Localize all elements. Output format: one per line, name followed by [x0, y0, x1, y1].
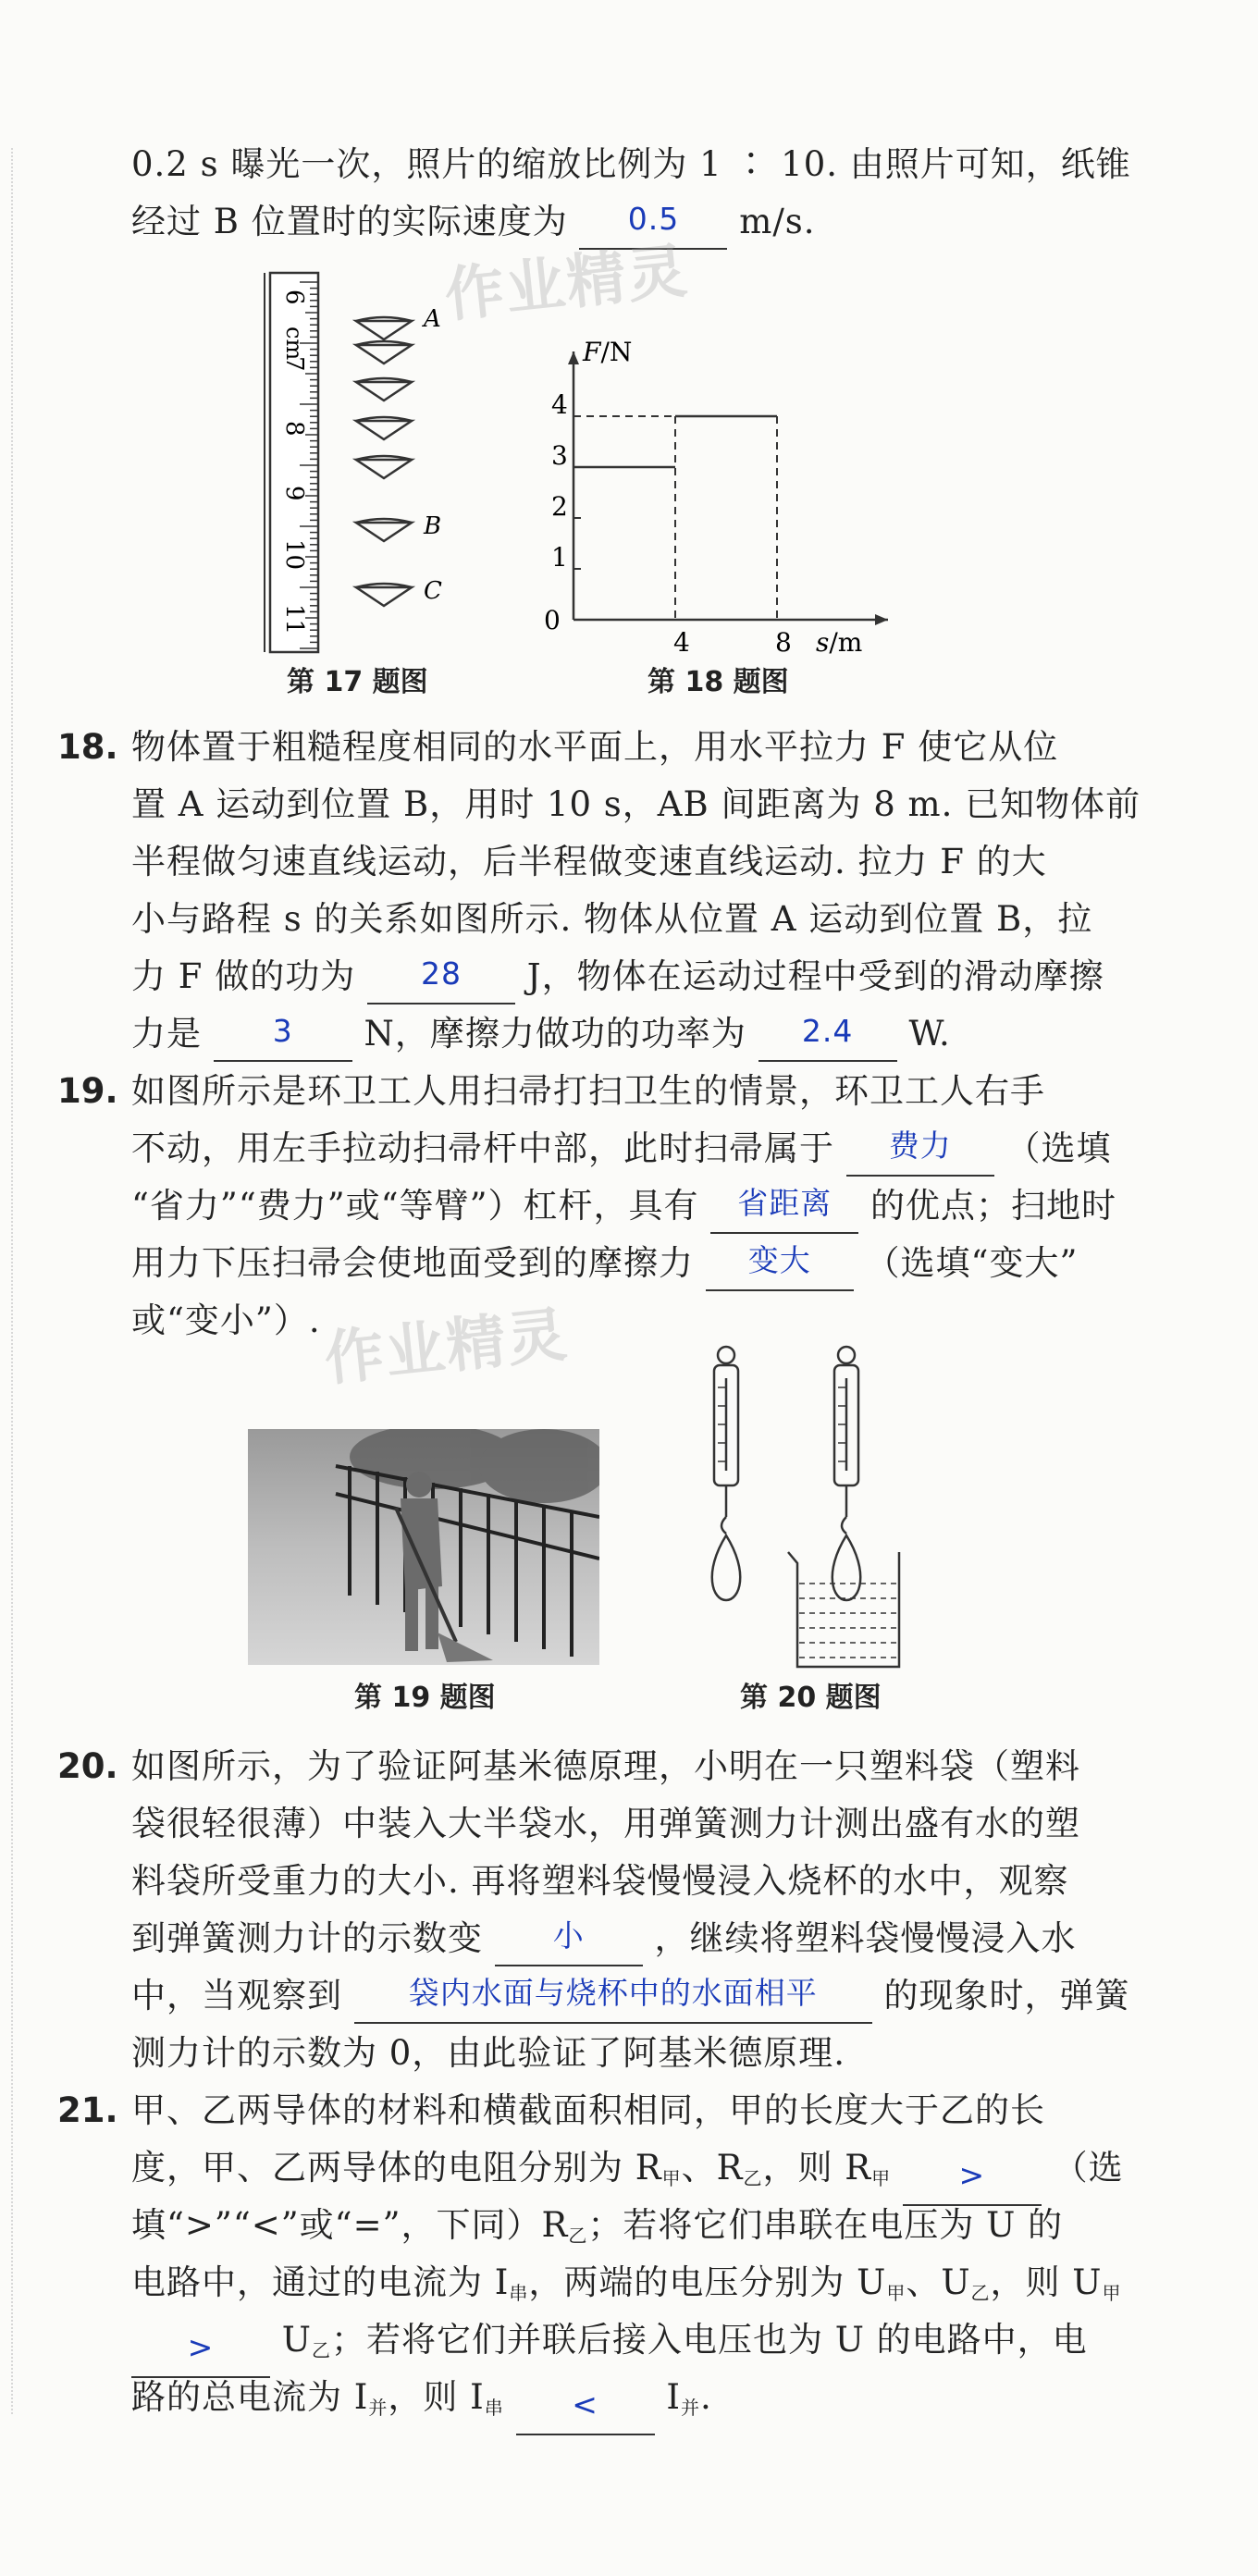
y-axis-arrow — [568, 351, 579, 364]
sub-yi-4: 乙 — [311, 2339, 331, 2361]
q21-text-4b: ，两端的电压分别为 U — [528, 2262, 887, 2302]
q21-line-1: 甲、乙两导体的材料和横截面积相同，甲的长度大于乙的长 — [131, 2090, 1045, 2130]
q19-answer-2: 省距离 — [737, 1185, 832, 1221]
q18-answer-3: 2.4 — [801, 1013, 854, 1049]
q21-line-5 — [131, 2312, 1088, 2378]
fig20-diagram — [684, 1341, 944, 1674]
q21-text-5a: U — [281, 2320, 312, 2360]
q21-text-6c: I — [666, 2377, 681, 2417]
q18-answer-2: 3 — [272, 1013, 293, 1049]
label-b: B — [424, 512, 442, 540]
q21-text-3a: 填“>”“<”或“=”，下同）R — [131, 2205, 569, 2245]
q20-text-5b: 的现象时，弹簧 — [883, 1976, 1130, 2015]
y-tick-2: 2 — [551, 491, 568, 522]
q18-text-5a: 力 F 做的功为 — [131, 956, 356, 996]
q21-text-3b: ；若将它们串联在电压为 U 的 — [587, 2205, 1064, 2245]
ruler-tick-6: 6 — [280, 290, 308, 305]
q21-answer-2: > — [187, 2329, 215, 2365]
sub-chuan: 串 — [509, 2282, 529, 2304]
q17-text: 经过 B 位置时的实际速度为 — [131, 202, 568, 241]
scale-right — [788, 1347, 899, 1667]
cone-4 — [356, 417, 412, 439]
q19-text-4a: 用力下压扫帚会使地面受到的摩擦力 — [131, 1243, 694, 1283]
q21-line-4 — [131, 2255, 1121, 2321]
sub-chuan-2: 串 — [484, 2397, 504, 2419]
q20-answer-1: 小 — [552, 1917, 585, 1954]
q21-text-2a: 度，甲、乙两导体的电阻分别为 R — [131, 2148, 662, 2188]
q21-text-6d: . — [699, 2377, 712, 2417]
q20-text-4b: ，继续将塑料袋慢慢浸入水 — [654, 1918, 1077, 1958]
fig20-caption: 第 20 题图 — [740, 1682, 882, 1714]
q21-blank-3 — [516, 2386, 655, 2435]
q20-blank-1 — [495, 1917, 643, 1966]
x-tick-4: 4 — [673, 627, 690, 657]
sub-yi-3: 乙 — [970, 2282, 991, 2304]
q21-line-2 — [131, 2140, 1124, 2206]
ruler-tick-7: 7 — [280, 356, 308, 372]
q20-answer-2: 袋内水面与烧杯中的水面相平 — [408, 1975, 818, 2011]
ruler-tick-8: 8 — [280, 421, 308, 437]
y-tick-3: 3 — [551, 440, 568, 471]
q18-line-6 — [131, 1006, 951, 1062]
sub-yi-2: 乙 — [568, 2225, 588, 2247]
q20-text-4a: 到弹簧测力计的示数变 — [131, 1918, 483, 1958]
cone-c — [356, 584, 412, 606]
paper-cones — [356, 317, 412, 606]
q19-text-2b: （选填 — [1005, 1128, 1112, 1168]
x-tick-8: 8 — [775, 627, 792, 657]
scale-marks — [718, 1387, 845, 1461]
sub-bing: 并 — [368, 2397, 388, 2419]
q21-text-4c: 、U — [906, 2262, 971, 2302]
label-c: C — [424, 577, 442, 605]
q21-line-6 — [131, 2370, 712, 2435]
cone-b — [356, 519, 412, 541]
x-axis-arrow — [875, 614, 888, 625]
q20-text-5a: 中，当观察到 — [131, 1976, 342, 2015]
q21-text-5b: ；若将它们并联后接入电压也为 U 的电路中，电 — [330, 2320, 1088, 2360]
fig19-caption: 第 19 题图 — [354, 1682, 496, 1714]
q19-blank-1 — [846, 1128, 994, 1177]
q18-line-4: 小与路程 s 的关系如图所示. 物体从位置 A 运动到位置 B，拉 — [131, 899, 1093, 939]
sub-jia-2: 甲 — [871, 2167, 892, 2189]
q17-unit: m/s. — [739, 202, 816, 241]
beaker — [788, 1552, 899, 1667]
dashed-guides — [574, 416, 777, 620]
q18-text-6c: W. — [908, 1014, 951, 1054]
sub-jia: 甲 — [661, 2167, 682, 2189]
q19-text-2a: 不动，用左手拉动扫帚杆中部，此时扫帚属于 — [131, 1128, 834, 1168]
q19-blank-2 — [710, 1185, 858, 1234]
q21-text-2b: ，则 R — [762, 2148, 872, 2188]
q18-number: 18. — [57, 727, 118, 767]
margin-dotted-line — [11, 148, 13, 2414]
ruler-tick-9: 9 — [280, 486, 308, 501]
sub-yi: 乙 — [743, 2167, 763, 2189]
cone-3 — [356, 378, 412, 401]
q17-answer: 0.5 — [627, 201, 680, 237]
q18-text-6a: 力是 — [131, 1014, 202, 1054]
q20-number: 20. — [57, 1746, 118, 1786]
q19-blank-3 — [706, 1242, 854, 1291]
water-bag-right — [832, 1535, 860, 1600]
q21-text-6a: 路的总电流为 I — [131, 2377, 369, 2417]
watermark-1: 作业精灵 — [441, 237, 692, 331]
cone-2 — [356, 341, 412, 364]
sub-jia-4: 甲 — [1102, 2282, 1122, 2304]
scale-left — [712, 1347, 740, 1600]
fig19-photo — [248, 1429, 599, 1665]
q21-text-4a: 电路中，通过的电流为 I — [131, 2262, 510, 2302]
cone-5 — [356, 456, 412, 478]
q19-answer-1: 费力 — [888, 1128, 952, 1164]
ruler-unit-cm: cm — [281, 327, 307, 361]
q18-text-6b: N，摩擦力做功的功率为 — [364, 1014, 746, 1054]
q19-line-4 — [131, 1236, 1078, 1291]
q18-line-3: 半程做匀速直线运动，后半程做变速直线运动. 拉力 F 的大 — [131, 842, 1047, 881]
sub-bing-2: 并 — [680, 2397, 700, 2419]
q19-line-2 — [131, 1121, 1112, 1177]
q20-line-5 — [131, 1968, 1130, 2024]
watermark-2: 作业精灵 — [321, 1300, 572, 1395]
q18-blank-2 — [214, 1013, 352, 1062]
y-tick-0: 0 — [544, 605, 561, 635]
q18-text-5b: J，物体在运动过程中受到的滑动摩擦 — [526, 956, 1104, 996]
q19-text-3b: 的优点；扫地时 — [870, 1186, 1117, 1226]
q20-line-3: 料袋所受重力的大小. 再将塑料袋慢慢浸入烧杯的水中，观察 — [131, 1861, 1069, 1901]
ruler-tick-11: 11 — [280, 604, 308, 635]
q19-line-1: 如图所示是环卫工人用扫帚打扫卫生的情景，环卫工人右手 — [131, 1071, 1045, 1111]
q21-number: 21. — [57, 2090, 118, 2130]
q18-line-1: 物体置于粗糙程度相同的水平面上，用水平拉力 F 使它从位 — [131, 727, 1059, 767]
q21-answer-3: < — [572, 2386, 598, 2422]
q18-blank-3 — [758, 1013, 897, 1062]
q19-line-3 — [131, 1178, 1116, 1234]
q18-line-2: 置 A 运动到位置 B，用时 10 s，AB 间距离为 8 m. 已知物体前 — [131, 784, 1141, 824]
q21-text-4d: ，则 U — [990, 2262, 1103, 2302]
q20-blank-2 — [354, 1975, 872, 2024]
y-tick-4: 4 — [551, 389, 568, 420]
cone-a — [356, 317, 412, 339]
fig17-caption: 第 17 题图 — [287, 666, 428, 698]
q21-line-3 — [131, 2198, 1063, 2263]
x-axis-label: s/m — [816, 627, 863, 657]
q17-line-2 — [131, 194, 816, 250]
q20-line-4 — [131, 1911, 1077, 1966]
q18-line-5 — [131, 949, 1104, 1005]
q19-number: 19. — [57, 1071, 118, 1111]
y-tick-1: 1 — [551, 542, 568, 573]
q20-line-2: 袋很轻很薄）中装入大半袋水，用弹簧测力计测出盛有水的塑 — [131, 1804, 1080, 1843]
q19-text-3a: “省力”“费力”或“等臂”）杠杆，具有 — [131, 1186, 699, 1226]
q19-answer-3: 变大 — [747, 1242, 811, 1278]
q17-line-1: 0.2 s 曝光一次，照片的缩放比例为 1 ∶ 10. 由照片可知，纸锥 — [131, 144, 1131, 184]
ruler-tick-10: 10 — [280, 539, 308, 571]
beaker-water — [799, 1584, 897, 1658]
sub-jia-3: 甲 — [886, 2282, 906, 2304]
q19-line-5: 或“变小”）. — [131, 1300, 321, 1340]
q21-sep: 、R — [681, 2148, 744, 2188]
q20-line-1: 如图所示，为了验证阿基米德原理，小明在一只塑料袋（塑料 — [131, 1746, 1080, 1786]
label-a: A — [424, 305, 441, 333]
q20-line-6: 测力计的示数为 0，由此验证了阿基米德原理. — [131, 2033, 846, 2073]
q18-blank-1 — [367, 955, 515, 1005]
q19-text-4b: （选填“变大” — [865, 1243, 1079, 1283]
q21-text-6b: ，则 I — [388, 2377, 485, 2417]
q21-answer-1: > — [958, 2157, 986, 2193]
fig17-ruler-diagram — [259, 264, 481, 661]
fig18-caption: 第 18 题图 — [648, 666, 789, 698]
q21-text-2c: （选 — [1053, 2148, 1124, 2188]
fig18-graph — [518, 333, 906, 657]
q18-answer-1: 28 — [420, 955, 462, 992]
water-bag-left — [712, 1535, 740, 1600]
y-axis-label: F/N — [583, 337, 633, 367]
